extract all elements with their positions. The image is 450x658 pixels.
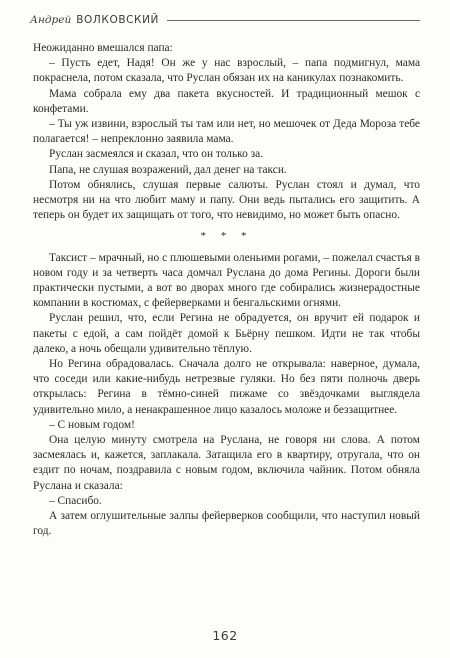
paragraph: Папа, не слушая возражений, дал денег на такси.: [49, 163, 287, 176]
author-last-name: ВОЛКОВСКИЙ: [76, 14, 160, 26]
section-separator: * * *: [200, 230, 253, 243]
paragraph: – Ты уж извини, взрослый ты там или нет, но мешочек от Деда Мороза тебе полагается! – непреклонно заявила мама.: [33, 118, 420, 146]
paragraph: Мама собрала ему два пакета вкусностей. И традиционный мешок с конфетами.: [33, 87, 420, 115]
paragraph: – Спасибо.: [49, 494, 102, 507]
body-text: [33, 41, 420, 540]
paragraph: Она целую минуту смотрела на Руслана, не говоря ни слова. А потом засмеялась и, кажется, заплакала. Затащила его в квартиру, отругала, что он ездит по ночам, поздравила с новым годом, включила чайник. Потом обняла Руслана и сказала:: [33, 434, 420, 492]
paragraph: Неожиданно вмешался папа:: [33, 42, 173, 54]
author-first-name: Андрей: [30, 14, 72, 26]
header-rule: [167, 20, 420, 21]
running-header: [30, 11, 420, 29]
paragraph: А затем оглушительные залпы фейерверков сообщили, что наступил новый год.: [33, 510, 420, 538]
paragraph: Руслан засмеялся и сказал, что он только за.: [49, 148, 264, 161]
paragraph: Руслан решил, что, если Регина не обрадуется, он вручит ей подарок и пакеты с едой, а сам пойдёт домой к Бьёрну пешком. Идти не так чтобы далеко, а ночь обещали удивительно тёплую.: [33, 312, 420, 355]
page-number: 162: [212, 628, 238, 643]
paragraph: Потом обнялись, слушая первые салюты. Руслан стоял и думал, что несмотря ни на что любит маму и папу. Они ведь пытались его защитить. А теперь он будет их защищать от того, что невидимо, но может быть опасно.: [33, 178, 420, 222]
paragraph: – Пусть едет, Надя! Он же у нас взрослый, – папа подмигнул, мама покраснела, потом сказала, что Руслан обязан их на каникулах познакомить.: [33, 57, 420, 85]
paragraph: – С новым годом!: [49, 418, 135, 431]
paragraph: Таксист – мрачный, но с плюшевыми оленьими рогами, – пожелал счастья в новом году и за четверть часа домчал Руслана до дома Регины. Дороги были практически пустыми, а вот во дворах много где собирались жизнерадостные компании в костюмах, с фейерверками и бенгальскими огнями.: [33, 251, 420, 310]
paragraph: Но Регина обрадовалась. Сначала долго не открывала: наверное, думала, что соседи или какие-нибудь нетрезвые гуляки. Но без пяти полночь дверь открылась: Регина в тёмно-синей пижаме со звёздочками выглядела удивительно мило, а ненакрашенное лицо казалось моложе и беззащитнее.: [33, 358, 420, 416]
